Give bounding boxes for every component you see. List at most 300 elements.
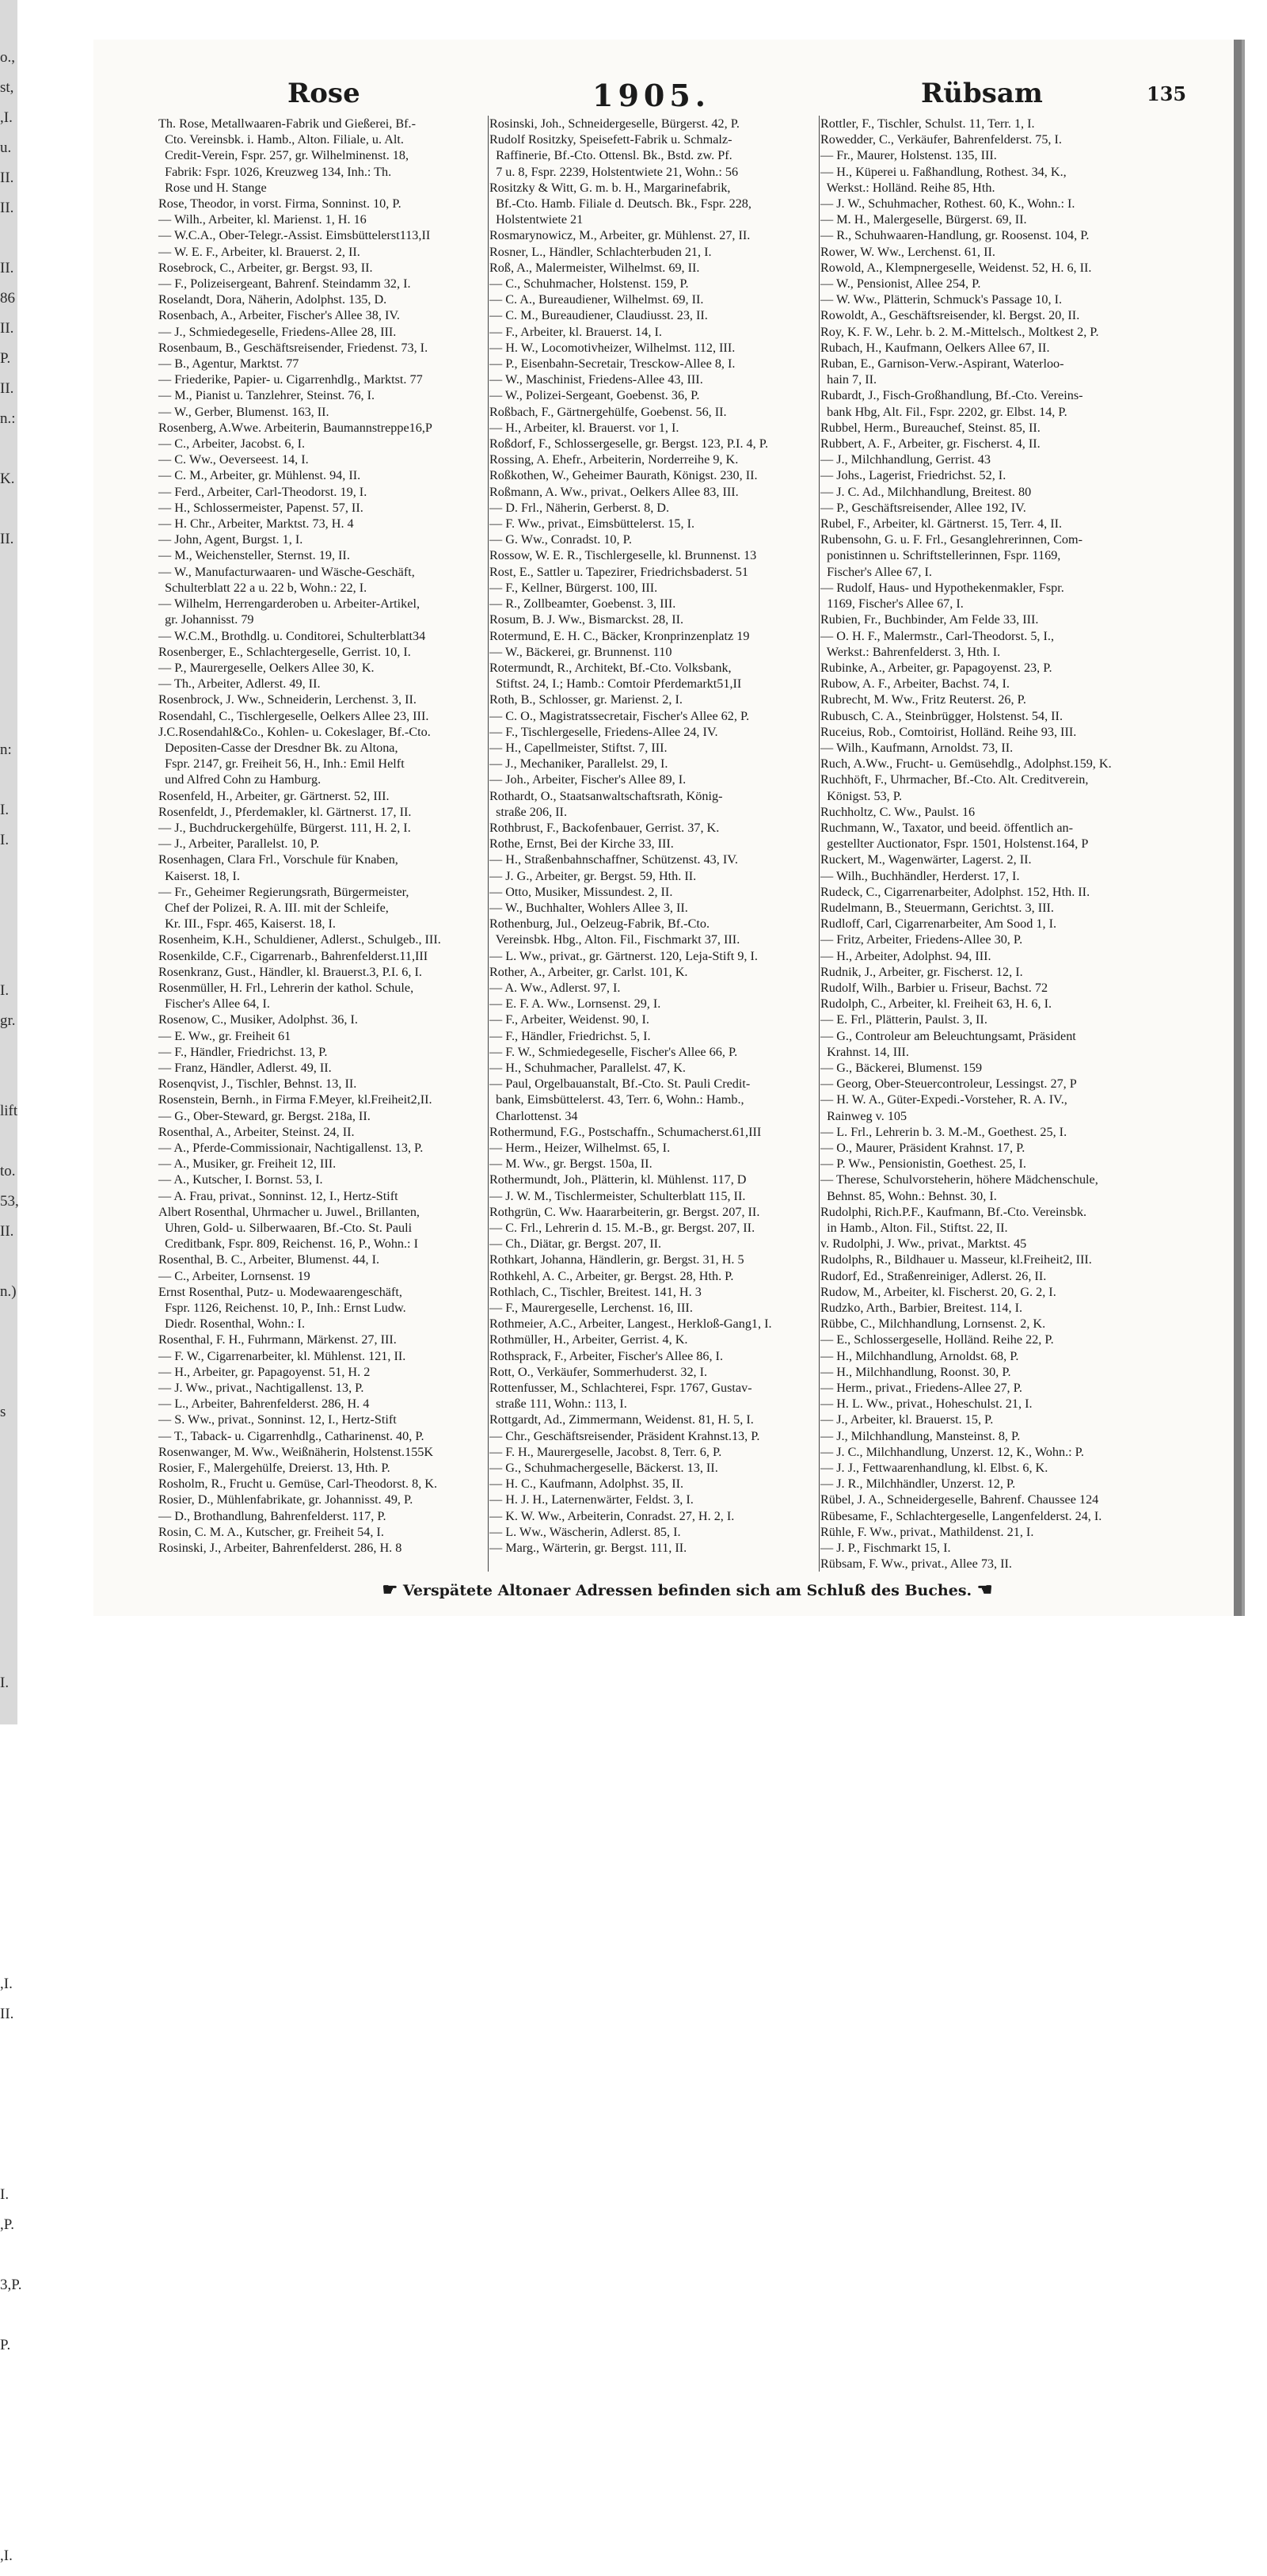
directory-entry: — W.C.A., Ober-Telegr.-Assist. Eimsbüttelerst113,II — [158, 228, 431, 243]
previous-page-fragment — [0, 559, 27, 589]
previous-page-fragment — [0, 1312, 27, 1342]
directory-entry: Roßdorf, F., Schlossergeselle, gr. Bergst. 123, P.I. 4, P. — [489, 436, 768, 452]
directory-entry: Rosenkilde, C.F., Cigarrenarb., Bahrenfelderst.11,III — [158, 948, 428, 963]
directory-entry: Roß, A., Malermeister, Wilhelmst. 69, II. — [489, 260, 700, 275]
previous-page-fragment: ,I. — [0, 109, 13, 126]
directory-entry: gr. Johannisst. 79 — [158, 612, 254, 627]
directory-entry: — J., Schmiedegeselle, Friedens-Allee 28, III. — [158, 324, 397, 339]
directory-entry: Rubardt, J., Fisch-Großhandlung, Bf.-Cto. Vereins- — [820, 388, 1083, 403]
directory-entry: — C., Schuhmacher, Holstenst. 159, P. — [489, 276, 689, 292]
directory-entry: Diedr. Rosenthal, Wohn.: I. — [158, 1317, 305, 1332]
directory-entry: Rosum, B. J. Ww., Bismarckst. 28, II. — [489, 612, 684, 627]
directory-entry: Rubel, F., Arbeiter, kl. Gärtnerst. 15, Terr. 4, II. — [820, 516, 1063, 532]
previous-page-fragment: P. — [0, 2337, 11, 2353]
directory-entry: Ruceius, Rob., Comtoirist, Holländ. Reihe 93, III. — [820, 724, 1077, 739]
directory-entry: — J., Milchhandlung, Gerrist. 43 — [820, 452, 991, 467]
directory-entry: Roth, B., Schlosser, gr. Marienst. 2, I. — [489, 692, 683, 707]
directory-entry: ponistinnen u. Schriftstellerinnen, Fspr. 1169, — [820, 548, 1061, 563]
directory-entry: — L. Ww., privat., gr. Gärtnerst. 120, Leja-Stift 9, I. — [489, 948, 758, 963]
previous-page-fragment — [0, 2305, 27, 2335]
directory-entry: Rosenthal, F. H., Fuhrmann, Märkenst. 27, III. — [158, 1332, 397, 1347]
directory-entry: Rosenqvist, J., Tischler, Behnst. 13, II. — [158, 1077, 357, 1092]
directory-entry: — W., Pensionist, Allee 254, P. — [820, 276, 981, 292]
previous-page-fragment — [0, 1643, 27, 1673]
directory-entry: — A. Frau, privat., Sonninst. 12, I., Hertz-Stift — [158, 1188, 398, 1203]
previous-page-fragment: u. — [0, 139, 12, 156]
directory-entry: — W. Ww., Plätterin, Schmuck's Passage 10, I. — [820, 292, 1063, 307]
previous-page-fragment — [0, 1462, 27, 1492]
directory-entry: — F., Arbeiter, Weidenst. 90, I. — [489, 1012, 649, 1027]
directory-entry: — G. Ww., Conradst. 10, P. — [489, 532, 632, 547]
directory-entry: — D. Frl., Näherin, Gerberst. 8, D. — [489, 500, 670, 515]
directory-entry: — H., Arbeiter, kl. Brauerst. vor 1, I. — [489, 420, 679, 435]
directory-entry: — P., Eisenbahn-Secretair, Tresckow-Allee 8, I. — [489, 356, 736, 372]
directory-entry: Rother, A., Arbeiter, gr. Carlst. 101, K. — [489, 964, 688, 979]
directory-entry: — H., Arbeiter, gr. Papagoyenst. 51, H. 2 — [158, 1364, 371, 1379]
directory-entry: — C., Arbeiter, Lornsenst. 19 — [158, 1268, 310, 1283]
directory-entry: Fabrik: Fspr. 1026, Kreuzweg 134, Inh.: Th. — [158, 164, 392, 179]
directory-entry: — C. A., Bureaudiener, Wilhelmst. 69, II. — [489, 292, 704, 307]
previous-page-fragment: 3,P. — [0, 2277, 22, 2293]
directory-entry: Rosendahl, C., Tischlergeselle, Oelkers Allee 23, III. — [158, 708, 429, 723]
directory-entry: — H. Chr., Arbeiter, Marktst. 73, H. 4 — [158, 516, 354, 532]
directory-entry: — G., Schuhmachergeselle, Bäckerst. 13, II. — [489, 1461, 718, 1476]
directory-entry: Rosier, F., Malergehülfe, Dreierst. 13, Hth. P. — [158, 1461, 390, 1476]
directory-entry: — L. Ww., Wäscherin, Adlerst. 85, I. — [489, 1524, 681, 1539]
directory-entry: straße 206, II. — [489, 804, 567, 819]
directory-entry: — J. Ww., privat., Nachtigallenst. 13, P. — [158, 1381, 364, 1396]
directory-entry: Rowedder, C., Verkäufer, Bahrenfelderst. 75, I. — [820, 132, 1062, 147]
footer-text: Verspätete Altonaer Adressen befinden sich am Schluß des Buches. — [402, 1582, 972, 1599]
previous-page-fragment — [0, 1372, 27, 1402]
hand-pointer-icon: ☛ — [382, 1580, 398, 1600]
previous-page-fragment: K. — [0, 471, 15, 487]
previous-page-fragment: I. — [0, 802, 10, 818]
directory-entry: — J. G., Arbeiter, gr. Bergst. 59, Hth. II. — [489, 868, 697, 883]
directory-entry: Krahnst. 14, III. — [820, 1044, 909, 1059]
directory-entry: — H., Capellmeister, Stiftst. 7, III. — [489, 740, 668, 755]
directory-entry: Holstentwiete 21 — [489, 212, 584, 227]
previous-page-fragment: o., — [0, 49, 15, 66]
previous-page-fragment: II. — [0, 170, 14, 186]
previous-page-fragment — [0, 1703, 27, 1733]
directory-entry: — F., Händler, Friedrichst. 5, I. — [489, 1028, 651, 1043]
directory-entry: Rubinke, A., Arbeiter, gr. Papagoyenst. 23, P. — [820, 660, 1052, 675]
previous-page-fragment — [0, 1131, 27, 1161]
directory-entry: — C. Frl., Lehrerin d. 15. M.-B., gr. Bergst. 207, II. — [489, 1221, 755, 1236]
directory-entry: — H., Straßenbahnschaffner, Schützenst. 43, IV. — [489, 852, 738, 867]
directory-entry: Rothmeier, A.C., Arbeiter, Langest., Herkloß-Gang1, I. — [489, 1317, 772, 1332]
directory-entry: — P., Maurergeselle, Oelkers Allee 30, K. — [158, 660, 375, 675]
directory-entry: — C. O., Magistratssecretair, Fischer's Allee 62, P. — [489, 708, 750, 723]
directory-entry: — T., Taback- u. Cigarrenhdlg., Catharinenst. 40, P. — [158, 1428, 424, 1443]
directory-entry: — W., Gerber, Blumenst. 163, II. — [158, 404, 329, 419]
directory-entry: — H., Schuhmacher, Parallelst. 47, K. — [489, 1060, 686, 1075]
previous-page-fragment: II. — [0, 531, 14, 547]
directory-entry: — Herm., Heizer, Wilhelmst. 65, I. — [489, 1141, 671, 1155]
directory-entry: — J., Arbeiter, kl. Brauerst. 15, P. — [820, 1412, 994, 1427]
previous-page-fragment — [0, 2155, 27, 2185]
previous-page-fragment: 86 — [0, 290, 15, 307]
previous-page-fragment — [0, 1613, 27, 1643]
directory-entry: — A. Ww., Adlerst. 97, I. — [489, 980, 621, 995]
directory-entry: Roßkothen, W., Geheimer Baurath, Königst. 230, II. — [489, 468, 758, 483]
directory-entry: Kaiserst. 18, I. — [158, 868, 240, 883]
directory-entry: Rosinski, Joh., Schneidergeselle, Bürgerst. 42, P. — [489, 116, 740, 131]
directory-entry: — C. M., Arbeiter, gr. Mühlenst. 94, II. — [158, 468, 361, 483]
previous-page-fragment — [0, 1522, 27, 1553]
directory-entry: Rositzky & Witt, G. m. b. H., Margarinefabrik, — [489, 180, 731, 195]
directory-entry: Kr. III., Fspr. 465, Kaiserst. 18, I. — [158, 916, 336, 932]
directory-entry: — J. R., Milchhändler, Unzerst. 12, P. — [820, 1477, 1016, 1492]
directory-entry: — F., Kellner, Bürgerst. 100, III. — [489, 580, 658, 595]
directory-entry: Rosenberger, E., Schlachtergeselle, Gerrist. 10, I. — [158, 644, 411, 659]
directory-entry: — E. Ww., gr. Freiheit 61 — [158, 1028, 291, 1043]
directory-entry: Stiftst. 24, I.; Hamb.: Comtoir Pferdemarkt51,II — [489, 676, 742, 692]
directory-entry: — H. W. A., Güter-Expedi.-Vorsteher, R. A. IV., — [820, 1092, 1067, 1107]
directory-entry: straße 111, Wohn.: 113, I. — [489, 1397, 627, 1412]
previous-page-fragment — [0, 619, 27, 650]
directory-entry: — Johs., Lagerist, Friedrichst. 52, I. — [820, 468, 1006, 483]
directory-entry: Fischer's Allee 67, I. — [820, 564, 932, 579]
directory-entry: Rudloff, Carl, Cigarrenarbeiter, Am Sood 1, I. — [820, 916, 1057, 932]
directory-entry: — A., Pferde-Commissionair, Nachtigallenst. 13, P. — [158, 1141, 424, 1155]
directory-entry: — J. P., Fischmarkt 15, I. — [820, 1541, 951, 1556]
directory-entry: — O. H. F., Malermstr., Carl-Theodorst. 5, I., — [820, 628, 1054, 643]
directory-entry: Rothkehl, A. C., Arbeiter, gr. Bergst. 28, Hth. P. — [489, 1268, 734, 1283]
directory-entry: Rainweg v. 105 — [820, 1108, 907, 1123]
directory-entry: — Chr., Geschäftsreisender, Präsident Krahnst.13, P. — [489, 1428, 760, 1443]
directory-entry: — Marg., Wärterin, gr. Bergst. 111, II. — [489, 1541, 687, 1556]
directory-entry: Rosenfeldt, J., Pferdemakler, kl. Gärtnerst. 17, II. — [158, 804, 412, 819]
directory-entry: Fspr. 2147, gr. Freiheit 56, H., Inh.: Emil Helft — [158, 756, 405, 772]
directory-entry: Behnst. 85, Wohn.: Behnst. 30, I. — [820, 1188, 997, 1203]
directory-entry: — S. Ww., privat., Sonninst. 12, I., Hertz-Stift — [158, 1412, 397, 1427]
directory-entry: — Rudolf, Haus- und Hypothekenmakler, Fspr. — [820, 580, 1064, 595]
directory-entry: Fischer's Allee 64, I. — [158, 996, 270, 1012]
directory-entry: — H., Milchhandlung, Roonst. 30, P. — [820, 1364, 1011, 1379]
column-3 — [820, 116, 1145, 1572]
directory-entry: — J. W. M., Tischlermeister, Schulterblatt 115, II. — [489, 1188, 746, 1203]
directory-entry: — A., Kutscher, I. Bornst. 53, I. — [158, 1172, 323, 1187]
directory-entry: Rubbel, Herm., Bureauchef, Steinst. 85, II. — [820, 420, 1041, 435]
previous-page-fragment — [0, 1553, 27, 1583]
previous-page-fragment: s — [0, 1404, 6, 1420]
directory-entry: — J., Arbeiter, Parallelst. 10, P. — [158, 836, 320, 852]
directory-entry: Depositen-Casse der Dresdner Bk. zu Altona, — [158, 740, 398, 755]
previous-page-fragment: II. — [0, 380, 14, 397]
directory-entry: — John, Agent, Burgst. 1, I. — [158, 532, 303, 547]
directory-entry: Rowoldt, A., Geschäftsreisender, kl. Bergst. 20, II. — [820, 308, 1080, 323]
directory-entry: — F. H., Maurergeselle, Jacobst. 8, Terr. 6, P. — [489, 1444, 722, 1459]
directory-entry: J.C.Rosendahl&Co., Kohlen- u. Cokeslager, Bf.-Cto. — [158, 724, 431, 739]
directory-entry: Charlottenst. 34 — [489, 1108, 578, 1123]
directory-entry: Rothmüller, H., Arbeiter, Gerrist. 4, K. — [489, 1332, 688, 1347]
directory-entry: — J., Buchdruckergehülfe, Bürgerst. 111, H. 2, I. — [158, 820, 411, 835]
directory-entry: — Ferd., Arbeiter, Carl-Theodorst. 19, I. — [158, 484, 367, 499]
directory-entry: Rosenberg, A.Wwe. Arbeiterin, Baumannstreppe16,P — [158, 420, 432, 435]
header-right-keyword: Rübsam — [921, 78, 1043, 109]
directory-entry: Rothe, Ernst, Bei der Kirche 33, III. — [489, 836, 674, 852]
directory-entry: Rubusch, C. A., Steinbrügger, Holstenst. 54, II. — [820, 708, 1063, 723]
previous-page-fragment — [0, 860, 27, 890]
directory-entry: — M. Ww., gr. Bergst. 150a, II. — [489, 1157, 653, 1172]
directory-entry: — H., Milchhandlung, Arnoldst. 68, P. — [820, 1348, 1019, 1363]
directory-entry: — G., Controleur am Beleuchtungsamt, Präsident — [820, 1028, 1076, 1043]
directory-entry: Rose, Theodor, in vorst. Firma, Sonninst. 10, P. — [158, 196, 401, 211]
directory-entry: Rübel, J. A., Schneidergeselle, Bahrenf. Chaussee 124 — [820, 1492, 1099, 1507]
previous-page-fragment — [0, 2425, 27, 2456]
directory-entry: — W., Bäckerei, gr. Brunnenst. 110 — [489, 644, 672, 659]
directory-entry: Rudolf, Wilh., Barbier u. Friseur, Bachst. 72 — [820, 980, 1048, 995]
directory-entry: Rübbe, C., Milchhandlung, Lornsenst. 2, K. — [820, 1317, 1046, 1332]
directory-entry: Rosenhagen, Clara Frl., Vorschule für Knaben, — [158, 852, 398, 867]
directory-entry: bank Hbg, Alt. Fil., Fspr. 2202, gr. Elbst. 14, P. — [820, 404, 1067, 419]
previous-page-fragment — [0, 2516, 27, 2546]
previous-page-fragment — [0, 2064, 27, 2094]
previous-page-strip — [0, 48, 27, 2564]
directory-entry: Rosenbach, A., Arbeiter, Fischer's Allee 38, IV. — [158, 308, 400, 323]
directory-entry: Rothenburg, Jul., Oelzeug-Fabrik, Bf.-Cto. — [489, 916, 710, 932]
directory-entry: — L., Arbeiter, Bahrenfelderst. 286, H. 4 — [158, 1397, 370, 1412]
directory-entry: Rothardt, O., Staatsanwaltschaftsrath, König- — [489, 788, 723, 803]
previous-page-fragment — [0, 2124, 27, 2155]
directory-entry: Rosenbrock, J. Ww., Schneiderin, Lerchenst. 3, II. — [158, 692, 417, 707]
previous-page-fragment — [0, 2395, 27, 2425]
directory-entry: Roßmann, A. Ww., privat., Oelkers Allee 83, III. — [489, 484, 739, 499]
directory-entry: Rosier, D., Mühlenfabrikate, gr. Johannisst. 49, P. — [158, 1492, 413, 1507]
directory-entry: — J. C. Ad., Milchhandlung, Breitest. 80 — [820, 484, 1032, 499]
directory-entry: — P., Geschäftsreisender, Allee 192, IV. — [820, 500, 1026, 515]
directory-entry: — Wilhelm, Herrengarderoben u. Arbeiter-Artikel, — [158, 596, 420, 612]
directory-entry: Rottenfusser, M., Schlachterei, Fspr. 1767, Gustav- — [489, 1381, 752, 1396]
previous-page-fragment: ,I. — [0, 2547, 13, 2564]
directory-entry: Rudzko, Arth., Barbier, Breitest. 114, I. — [820, 1301, 1023, 1316]
directory-entry: Rosenfeld, H., Arbeiter, gr. Gärtnerst. 52, III. — [158, 788, 390, 803]
directory-entry: Rosenstein, Bernh., in Firma F.Meyer, kl.Freiheit2,II. — [158, 1092, 432, 1107]
directory-entry: Rossow, W. E. R., Tischlergeselle, kl. Brunnenst. 13 — [489, 548, 757, 563]
directory-entry: Rübesame, F., Schlachtergeselle, Langenfelderst. 24, I. — [820, 1508, 1102, 1523]
previous-page-fragment — [0, 2486, 27, 2516]
directory-entry: — J., Mechaniker, Parallelst. 29, I. — [489, 756, 668, 772]
previous-page-fragment — [0, 890, 27, 920]
directory-entry: — H. W., Locomotivheizer, Wilhelmst. 112, III. — [489, 340, 736, 355]
directory-entry: — Ch., Diätar, gr. Bergst. 207, II. — [489, 1237, 662, 1252]
directory-entry: — Georg, Ober-Steuercontroleur, Lessingst. 27, P — [820, 1077, 1077, 1092]
page-number: 135 — [1147, 82, 1187, 105]
column-divider — [488, 116, 489, 1572]
hand-pointer-left-icon: ☚ — [976, 1580, 993, 1600]
directory-entry: — P. Ww., Pensionistin, Goethest. 25, I. — [820, 1157, 1026, 1172]
directory-entry: — H., Küperei u. Faßhandlung, Rothest. 34, K., — [820, 164, 1067, 179]
directory-entry: Roselandt, Dora, Näherin, Adolphst. 135, D. — [158, 292, 387, 307]
directory-entry: Ernst Rosenthal, Putz- u. Modewaarengeschäft, — [158, 1284, 402, 1299]
previous-page-fragment — [0, 2034, 27, 2064]
directory-entry: — Therese, Schulvorsteherin, höhere Mädchenschule, — [820, 1172, 1098, 1187]
directory-entry: Ruchholtz, C. Ww., Paulst. 16 — [820, 804, 976, 819]
directory-entry: — W.C.M., Brothdlg. u. Conditorei, Schulterblatt34 — [158, 628, 426, 643]
previous-page-fragment — [0, 499, 27, 529]
directory-entry: Rosebrock, C., Arbeiter, gr. Bergst. 93, II. — [158, 260, 373, 275]
directory-entry: — H., Schlossermeister, Papenst. 57, II. — [158, 500, 363, 515]
footer-note — [331, 1580, 1044, 1600]
directory-entry: Rühle, F. Ww., privat., Mathildenst. 21, I. — [820, 1524, 1034, 1539]
previous-page-fragment — [0, 1252, 27, 1282]
directory-entry: — Wilh., Buchhändler, Herderst. 17, I. — [820, 868, 1020, 883]
directory-entry: Uhren, Gold- u. Silberwaaren, Bf.-Cto. St. Pauli — [158, 1221, 413, 1236]
previous-page-fragment: 53, — [0, 1193, 19, 1210]
directory-entry: — O., Maurer, Präsident Krahnst. 17, P. — [820, 1141, 1025, 1155]
directory-entry: Ruckert, M., Wagenwärter, Lagerst. 2, II. — [820, 852, 1032, 867]
previous-page-fragment — [0, 951, 27, 981]
previous-page-fragment — [0, 1041, 27, 1071]
directory-entry: Rothlach, C., Tischler, Breitest. 141, H. 3 — [489, 1284, 702, 1299]
directory-entry: Rothermundt, Joh., Plätterin, kl. Mühlenst. 117, D — [489, 1172, 747, 1187]
directory-entry: — F., Händler, Friedrichst. 13, P. — [158, 1044, 328, 1059]
previous-page-fragment: II. — [0, 2006, 14, 2022]
directory-entry: Rothbrust, F., Backofenbauer, Gerrist. 37, K. — [489, 820, 720, 835]
directory-entry: — C. M., Bureaudiener, Claudiusst. 23, II. — [489, 308, 708, 323]
directory-entry: Rudolphi, Rich.P.F., Kaufmann, Bf.-Cto. Vereinsbk. — [820, 1204, 1087, 1219]
directory-entry: — J. C., Milchhandlung, Unzerst. 12, K., Wohn.: P. — [820, 1444, 1084, 1459]
directory-entry: — C., Arbeiter, Jacobst. 6, I. — [158, 436, 306, 452]
previous-page-fragment — [0, 710, 27, 740]
directory-entry: Rubrecht, M. Ww., Fritz Reuterst. 26, P. — [820, 692, 1026, 707]
directory-entry: — C. Ww., Oeverseest. 14, I. — [158, 452, 309, 467]
previous-page-fragment: I. — [0, 832, 10, 848]
directory-entry: Werkst.: Bahrenfelderst. 3, Hth. I. — [820, 644, 1001, 659]
directory-entry: — W., Polizei-Sergeant, Goebenst. 36, P. — [489, 388, 700, 403]
directory-entry: Rubensohn, G. u. F. Frl., Gesanglehrerinnen, Com- — [820, 532, 1082, 547]
previous-page-fragment — [0, 1763, 27, 1793]
directory-entry: Rubow, A. F., Arbeiter, Bachst. 74, I. — [820, 676, 1010, 692]
directory-entry: Rudeck, C., Cigarrenarbeiter, Adolphst. 152, Hth. II. — [820, 884, 1090, 899]
directory-entry: — F., Tischlergeselle, Friedens-Allee 24, IV. — [489, 724, 718, 739]
previous-page-fragment — [0, 1492, 27, 1522]
directory-entry: — B., Agentur, Marktst. 77 — [158, 356, 299, 372]
previous-page-fragment — [0, 1432, 27, 1462]
previous-page-fragment: n.: — [0, 410, 16, 427]
directory-entry: — K. W. Ww., Arbeiterin, Conradst. 27, H. 2, I. — [489, 1508, 735, 1523]
header-year: 1905. — [592, 78, 710, 113]
directory-entry: — E., Schlossergeselle, Holländ. Reihe 22, P. — [820, 1332, 1054, 1347]
previous-page-fragment: gr. — [0, 1012, 16, 1029]
directory-entry: Rothkart, Johanna, Händlerin, gr. Bergst. 31, H. 5 — [489, 1252, 744, 1267]
directory-entry: Rosenthal, A., Arbeiter, Steinst. 24, II. — [158, 1124, 355, 1139]
directory-entry: — F., Arbeiter, kl. Brauerst. 14, I. — [489, 324, 662, 339]
directory-entry: in Hamb., Alton. Fil., Stiftst. 22, II. — [820, 1221, 1008, 1236]
previous-page-fragment — [0, 680, 27, 710]
previous-page-fragment — [0, 1944, 27, 1974]
directory-entry: — E. F. A. Ww., Lornsenst. 29, I. — [489, 996, 661, 1012]
directory-entry: Rudow, M., Arbeiter, kl. Fischerst. 20, G. 2, I. — [820, 1284, 1056, 1299]
previous-page-fragment: ,I. — [0, 1976, 13, 1992]
directory-entry: — Th., Arbeiter, Adlerst. 49, II. — [158, 676, 321, 692]
directory-entry: Roy, K. F. W., Lehr. b. 2. M.-Mittelsch., Moltkest 2, P. — [820, 324, 1099, 339]
directory-entry: Fspr. 1126, Reichenst. 10, P., Inh.: Ernst Ludw. — [158, 1301, 406, 1316]
previous-page-fragment — [0, 1733, 27, 1763]
directory-entry: Rottler, F., Tischler, Schulst. 11, Terr. 1, I. — [820, 116, 1035, 131]
directory-entry: Schulterblatt 22 a u. 22 b, Wohn.: 22, I. — [158, 580, 367, 595]
directory-entry: — G., Ober-Steward, gr. Bergst. 218a, II. — [158, 1108, 371, 1123]
previous-page-fragment: II. — [0, 320, 14, 337]
directory-entry: — W., Manufacturwaaren- und Wäsche-Geschäft, — [158, 564, 415, 579]
previous-page-fragment: n.) — [0, 1283, 17, 1300]
directory-entry: Rost, E., Sattler u. Tapezirer, Friedrichsbaderst. 51 — [489, 564, 748, 579]
directory-entry: hain 7, II. — [820, 372, 877, 387]
directory-entry: Ruchhöft, F., Uhrmacher, Bf.-Cto. Alt. Creditverein, — [820, 772, 1089, 787]
previous-page-fragment: lift — [0, 1103, 18, 1119]
previous-page-fragment: I. — [0, 1675, 10, 1691]
previous-page-fragment: II. — [0, 200, 14, 216]
previous-page-fragment: n: — [0, 741, 12, 758]
previous-page-fragment: I. — [0, 982, 10, 999]
directory-entry: — F., Maurergeselle, Lerchenst. 16, III. — [489, 1301, 693, 1316]
directory-entry: — Wilh., Kaufmann, Arnoldst. 73, II. — [820, 740, 1014, 755]
directory-entry: — R., Schuhwaaren-Handlung, gr. Roosenst. 104, P. — [820, 228, 1090, 243]
directory-entry: — Paul, Orgelbauanstalt, Bf.-Cto. St. Pauli Credit- — [489, 1077, 751, 1092]
directory-entry: Rotermund, E. H. C., Bäcker, Kronprinzenplatz 19 — [489, 628, 750, 643]
directory-entry: — H. J. H., Laternenwärter, Feldst. 3, I. — [489, 1492, 694, 1507]
directory-entry: — A., Musiker, gr. Freiheit 12, III. — [158, 1157, 337, 1172]
previous-page-fragment: st, — [0, 79, 14, 96]
directory-entry: — G., Bäckerei, Blumenst. 159 — [820, 1060, 983, 1075]
page-header — [125, 78, 1234, 113]
previous-page-fragment: I. — [0, 2186, 10, 2203]
previous-page-fragment — [0, 2245, 27, 2275]
header-left-keyword: Rose — [287, 78, 360, 109]
directory-entry: gestellter Auctionator, Fspr. 1501, Holstenst.164, P — [820, 836, 1089, 852]
directory-entry: Rubbert, A. F., Arbeiter, gr. Fischerst. 4, II. — [820, 436, 1041, 452]
directory-entry: Rübsam, F. Ww., privat., Allee 73, II. — [820, 1557, 1012, 1572]
directory-entry: Rose und H. Stange — [158, 180, 267, 195]
previous-page-fragment — [0, 1342, 27, 1372]
directory-entry: Rosenmüller, H. Frl., Lehrerin der kathol. Schule, — [158, 980, 414, 995]
directory-entry: Rosner, L., Händler, Schlachterbuden 21, I. — [489, 244, 712, 259]
previous-page-fragment — [0, 920, 27, 951]
directory-entry: Rothermund, F.G., Postschaffn., Schumacherst.61,III — [489, 1124, 762, 1139]
directory-entry: — Fr., Maurer, Holstenst. 135, III. — [820, 148, 997, 163]
directory-entry: Rosenow, C., Musiker, Adolphst. 36, I. — [158, 1012, 358, 1027]
directory-entry: — J. J., Fettwaarenhandlung, kl. Elbst. 6, K. — [820, 1461, 1048, 1476]
directory-entry: Rosenthal, B. C., Arbeiter, Blumenst. 44, I. — [158, 1252, 380, 1267]
directory-entry: Rosenkranz, Gust., Händler, kl. Brauerst.3, P.I. 6, I. — [158, 964, 422, 979]
directory-entry: Rosholm, R., Frucht u. Gemüse, Carl-Theodorst. 8, K. — [158, 1477, 438, 1492]
previous-page-fragment — [0, 2094, 27, 2124]
directory-entry: Königst. 53, P. — [820, 788, 902, 803]
directory-page — [93, 40, 1242, 1616]
directory-entry: — R., Zollbeamter, Goebenst. 3, III. — [489, 596, 676, 612]
directory-entry: Creditbank, Fspr. 809, Reichenst. 16, P., Wohn.: I — [158, 1237, 418, 1252]
directory-entry: Th. Rose, Metallwaaren-Fabrik und Gießerei, Bf.- — [158, 116, 416, 131]
previous-page-fragment — [0, 2365, 27, 2395]
directory-entry: Cto. Vereinsbk. i. Hamb., Alton. Filiale, u. Alt. — [158, 132, 404, 147]
previous-page-fragment — [0, 1823, 27, 1854]
directory-entry: Rudnik, J., Arbeiter, gr. Fischerst. 12, I. — [820, 964, 1023, 979]
column-1 — [158, 116, 483, 1572]
directory-entry: Rothgrün, C. Ww. Haararbeiterin, gr. Bergst. 207, II. — [489, 1204, 760, 1219]
directory-entry: — W., Maschinist, Friedens-Allee 43, III. — [489, 372, 703, 387]
directory-entry: Rosenbaum, B., Geschäftsreisender, Friedenst. 73, I. — [158, 340, 428, 355]
previous-page-fragment — [0, 1793, 27, 1823]
previous-page-fragment — [0, 1071, 27, 1101]
previous-page-fragment: P. — [0, 350, 11, 367]
directory-entry: — F. W., Schmiedegeselle, Fischer's Allee 66, P. — [489, 1044, 738, 1059]
directory-entry: v. Rudolphi, J. Ww., privat., Marktst. 45 — [820, 1237, 1027, 1252]
directory-entry: — Fr., Geheimer Regierungsrath, Bürgermeister, — [158, 884, 409, 899]
directory-entry: Rossing, A. Ehefr., Arbeiterin, Norderreihe 9, K. — [489, 452, 739, 467]
directory-entry: — Franz, Händler, Adlerst. 49, II. — [158, 1060, 332, 1075]
